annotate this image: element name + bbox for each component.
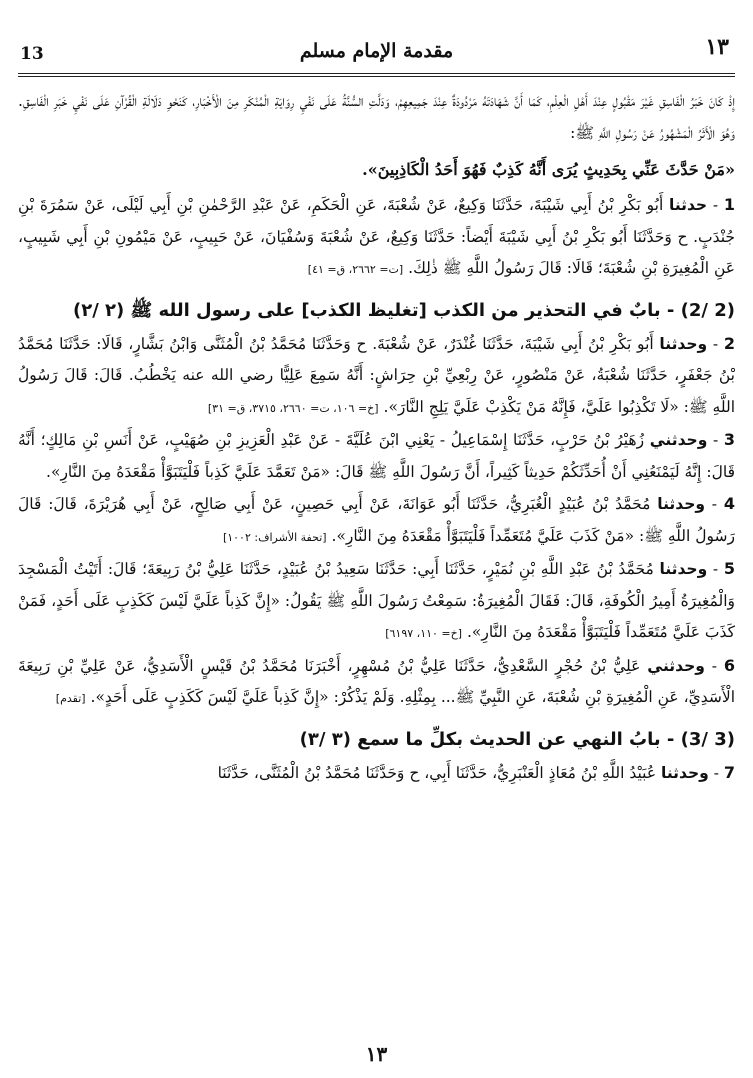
header-rule-thin [18, 76, 735, 77]
hadith-lead-word: وحدثنا [659, 334, 708, 353]
chapter-heading-3: (3 /3) - بابُ النهي عن الحديث بكلِّ ما سمع (٣ /٣) [299, 728, 735, 750]
hadith-number: 2 [723, 333, 735, 353]
hadith-paragraph: 4 - وحدثنا مُحَمَّدُ بْنُ عُبَيْدٍ الْغُبَرِيُّ، حَدَّثَنَا أَبُو عَوَانَةَ، عَنْ أَبِي حَصِينٍ، عَنْ أَبِي صَالِحٍ، عَنْ أَبِي هُرَيْرَةَ، قَالَ: قَالَ رَسُولُ اللَّهِ ﷺ: «مَنْ كَذَبَ عَلَيَّ مُتَعَمِّداً فَلْيَتَبَوَّأْ مَقْعَدَهُ مِنَ النَّارِ». [تحفة الأشراف: ١٠٠٢] [18, 494, 735, 545]
hadith-paragraph: 1 - حدثنا أَبُو بَكْرِ بْنُ أَبِي شَيْبَةَ، حَدَّثَنَا وَكِيعٌ، عَنْ شُعْبَةَ، عَنِ الْحَكَمِ، عَنْ عَبْدِ الرَّحْمٰنِ بْنِ أَبِي لَيْلَى، عَنْ سَمُرَةَ بْنِ جُنْدَبٍ. ح وَحَدَّثَنَا أَبُو بَكْرِ بْنُ أَبِي شَيْبَةَ أَيْضاً: حَدَّثَنَا وَكِيعٌ، عَنْ شُعْبَةَ وَسُفْيَانَ، عَنْ حَبِيبٍ، عَنْ مَيْمُونِ بْنِ أَبِي شَبِيبٍ، عَنِ الْمُغِيرَةِ بْنِ شُعْبَةَ؛ قَالَا: قَالَ رَسُولُ اللَّهِ ﷺ ذٰلِكَ. [ت= ٢٦٦٢، ق= ٤١] [18, 195, 735, 277]
hadith-lead-word: وحدثنا [659, 560, 708, 578]
footer-page-number: ١٣ [365, 1042, 388, 1066]
hadith-number: 6 [723, 655, 735, 675]
hadith-text: أَبُو بَكْرِ بْنُ أَبِي شَيْبَةَ، حَدَّثَنَا وَكِيعٌ، عَنْ شُعْبَةَ، عَنِ الْحَكَمِ، عَنْ عَبْدِ الرَّحْمٰنِ بْنِ أَبِي لَيْلَى، عَنْ سَمُرَةَ بْنِ جُنْدَبٍ. ح وَحَدَّثَنَا أَبُو بَكْرِ بْنُ أَبِي شَيْبَةَ أَيْضاً: حَدَّثَنَا وَكِيعٌ، عَنْ شُعْبَةَ وَسُفْيَانَ، عَنْ حَبِيبٍ، عَنْ مَيْمُونِ بْنِ أَبِي شَبِيبٍ، عَنِ الْمُغِيرَةِ بْنِ شُعْبَةَ؛ قَالَا: قَالَ رَسُولُ اللَّهِ ﷺ ذٰلِكَ. [18, 196, 735, 277]
hadith-paragraph: 5 - وحدثنا مُحَمَّدُ بْنُ عَبْدِ اللَّهِ بْنِ نُمَيْرٍ، حَدَّثَنَا أَبِي: حَدَّثَنَا سَعِيدُ بْنُ عُبَيْدٍ، حَدَّثَنَا عَلِيُّ بْنُ رَبِيعَةَ؛ قَالَ: أَتَيْتُ الْمَسْجِدَ وَالْمُغِيرَةُ أَمِيرُ الْكُوفَةِ، قَالَ: فَقَالَ الْمُغِيرَةُ: سَمِعْتُ رَسُولَ اللَّهِ ﷺ يَقُولُ: «إِنَّ كَذِباً عَلَيَّ لَيْسَ كَكَذِبٍ عَلَى أَحَدٍ، فَمَنْ كَذَبَ عَلَيَّ مُتَعَمِّداً فَلْيَتَبَوَّأْ مَقْعَدَهُ مِنَ النَّارِ». [خ= ١١٠، ٦١٩٧] [18, 559, 735, 641]
hadith-text: أَبُو بَكْرِ بْنُ أَبِي شَيْبَةَ، حَدَّثَنَا غُنْدَرٌ، عَنْ شُعْبَةَ. ح وَحَدَّثَنَا مُحَمَّدُ بْنُ الْمُثَنَّى وَابْنُ بَشَّارٍ، قَالَا: حَدَّثَنَا مُحَمَّدُ بْنُ جَعْفَرٍ، حَدَّثَنَا شُعْبَةُ، عَنْ مَنْصُورٍ، عَنْ رِبْعِيِّ بْنِ حِرَاشٍ: أَنَّهُ سَمِعَ عَلِيًّا رضي الله عنه يَخْطُبُ. قَالَ: قَالَ رَسُولُ اللَّهِ ﷺ: «لَا تَكْذِبُوا عَلَيَّ، فَإِنَّهُ مَنْ يَكْذِبْ عَلَيَّ يَلِجِ النَّارَ». [18, 334, 735, 416]
hadith-group-1 [18, 189, 735, 286]
hadith-number: 1 [723, 195, 735, 214]
hadith-reference: [تحفة الأشراف: ١٠٠٢] [222, 530, 327, 544]
hadith-lead-word: وحدثنا [657, 495, 706, 513]
hadith-number: 5 [723, 559, 735, 578]
intro-quote: «مَنْ حَدَّثَ عَنِّي بِحَدِيثٍ يُرَى أَنَّهُ كَذِبٌ فَهُوَ أَحَدُ الْكَاذِبِينَ». [362, 160, 735, 179]
hadith-reference: [تقدم] [55, 692, 86, 705]
header-rule [18, 73, 735, 74]
hadith-paragraph: 7 - وحدثنا عُبَيْدُ اللَّهِ بْنُ مُعَاذٍ الْعَنْبَرِيُّ، حَدَّثَنَا أَبِي، ح وَحَدَّثَنَا مُحَمَّدُ بْنُ الْمُثَنَّى، حَدَّثَنَا [217, 762, 735, 782]
hadith-lead-word: وحدثني [647, 656, 705, 675]
hadith-text: مُحَمَّدُ بْنُ عَبْدِ اللَّهِ بْنِ نُمَيْرٍ، حَدَّثَنَا أَبِي: حَدَّثَنَا سَعِيدُ بْنُ عُبَيْدٍ، حَدَّثَنَا عَلِيُّ بْنُ رَبِيعَةَ؛ قَالَ: أَتَيْتُ الْمَسْجِدَ وَالْمُغِيرَةُ أَمِيرُ الْكُوفَةِ، قَالَ: فَقَالَ الْمُغِيرَةُ: سَمِعْتُ رَسُولَ اللَّهِ ﷺ يَقُولُ: «إِنَّ كَذِباً عَلَيَّ لَيْسَ كَكَذِبٍ عَلَى أَحَدٍ، فَمَنْ كَذَبَ عَلَيَّ مُتَعَمِّداً فَلْيَتَبَوَّأْ مَقْعَدَهُ مِنَ النَّارِ». [18, 560, 735, 641]
hadith-group-3 [18, 757, 735, 790]
hadith-number: 3 [723, 430, 735, 449]
page-body [18, 80, 735, 789]
page-number-latin: 13 [20, 44, 44, 64]
hadith-text: عَلِيُّ بْنُ حُجْرٍ السَّعْدِيُّ، حَدَّثَنَا عَلِيُّ بْنُ مُسْهِرٍ، أَخْبَرَنَا مُحَمَّدُ بْنُ قَيْسٍ الْأَسَدِيُّ، عَنْ عَلِيِّ بْنِ رَبِيعَةَ الْأَسَدِيِّ، عَنِ الْمُغِيرَةِ بْنِ شُعْبَةَ، عَنِ النَّبِيِّ ﷺ... بِمِثْلِهِ. وَلَمْ يَذْكُرْ: «إِنَّ كَذِباً عَلَيَّ لَيْسَ كَكَذِبٍ عَلَى أَحَدٍ». [18, 656, 735, 706]
running-title: مقدمة الإمام مسلم [299, 40, 454, 62]
hadith-lead-word: وحدثني [649, 431, 708, 449]
hadith-reference: [ت= ٢٦٦٢، ق= ٤١] [307, 263, 404, 276]
hadith-number: 7 [723, 762, 735, 782]
hadith-text: عُبَيْدُ اللَّهِ بْنُ مُعَاذٍ الْعَنْبَرِيُّ، حَدَّثَنَا أَبِي، ح وَحَدَّثَنَا مُحَمَّدُ بْنُ الْمُثَنَّى، حَدَّثَنَا [217, 763, 657, 782]
hadith-reference: [خ= ١٠٦، ت= ٢٦٦٠، ٣٧١٥، ق= ٣١] [207, 401, 379, 415]
chapter-heading-2: (2 /2) - بابٌ في التحذير من الكذب [تغليظ الكذب] على رسول الله ﷺ (٢ /٢) [72, 299, 735, 321]
hadith-lead-word: وحدثنا [661, 763, 709, 782]
hadith-paragraph: 3 - وحدثني زُهَيْرُ بْنُ حَرْبٍ، حَدَّثَنَا إِسْمَاعِيلُ - يَعْنِي ابْنَ عُلَيَّةَ - عَنْ عَبْدِ الْعَزِيزِ بْنِ صُهَيْبٍ، عَنْ أَنَسِ بْنِ مَالِكٍ؛ أَنَّهُ قَالَ: إِنَّهُ لَيَمْنَعُنِي أَنْ أُحَدِّثَكُمْ حَدِيثاً كَثِيراً، أَنَّ رَسُولَ اللَّهِ ﷺ قَالَ: «مَنْ تَعَمَّدَ عَلَيَّ كَذِباً فَلْيَتَبَوَّأْ مَقْعَدَهُ مِنَ النَّارِ». [18, 430, 735, 481]
hadith-text: مُحَمَّدُ بْنُ عُبَيْدٍ الْغُبَرِيُّ، حَدَّثَنَا أَبُو عَوَانَةَ، عَنْ أَبِي حَصِينٍ، عَنْ أَبِي صَالِحٍ، عَنْ أَبِي هُرَيْرَةَ، قَالَ: قَالَ رَسُولُ اللَّهِ ﷺ: «مَنْ كَذَبَ عَلَيَّ مُتَعَمِّداً فَلْيَتَبَوَّأْ مَقْعَدَهُ مِنَ النَّارِ». [18, 495, 735, 545]
hadith-paragraph: 2 - وحدثنا أَبُو بَكْرِ بْنُ أَبِي شَيْبَةَ، حَدَّثَنَا غُنْدَرٌ، عَنْ شُعْبَةَ. ح وَحَدَّثَنَا مُحَمَّدُ بْنُ الْمُثَنَّى وَابْنُ بَشَّارٍ، قَالَا: حَدَّثَنَا مُحَمَّدُ بْنُ جَعْفَرٍ، حَدَّثَنَا شُعْبَةُ، عَنْ مَنْصُورٍ، عَنْ رِبْعِيِّ بْنِ حِرَاشٍ: أَنَّهُ سَمِعَ عَلِيًّا رضي الله عنه يَخْطُبُ. قَالَ: قَالَ رَسُولُ اللَّهِ ﷺ: «لَا تَكْذِبُوا عَلَيَّ، فَإِنَّهُ مَنْ يَكْذِبْ عَلَيَّ يَلِجِ النَّارَ». [خ= ١٠٦، ت= ٢٦٦٠، ٣٧١٥، ق= ٣١] [18, 333, 735, 416]
hadith-reference: [خ= ١١٠، ٦١٩٧] [385, 627, 463, 640]
hadith-paragraph: 6 - وحدثني عَلِيُّ بْنُ حُجْرٍ السَّعْدِيُّ، حَدَّثَنَا عَلِيُّ بْنُ مُسْهِرٍ، أَخْبَرَنَا مُحَمَّدُ بْنُ قَيْسٍ الْأَسَدِيُّ، عَنْ عَلِيِّ بْنِ رَبِيعَةَ الْأَسَدِيِّ، عَنِ الْمُغِيرَةِ بْنِ شُعْبَةَ، عَنِ النَّبِيِّ ﷺ... بِمِثْلِهِ. وَلَمْ يَذْكُرْ: «إِنَّ كَذِباً عَلَيَّ لَيْسَ كَكَذِبٍ عَلَى أَحَدٍ». [تقدم] [18, 655, 735, 706]
hadith-lead-word: حدثنا [669, 196, 708, 214]
hadith-number: 4 [723, 494, 735, 513]
hadith-text: زُهَيْرُ بْنُ حَرْبٍ، حَدَّثَنَا إِسْمَاعِيلُ - يَعْنِي ابْنَ عُلَيَّةَ - عَنْ عَبْدِ الْعَزِيزِ بْنِ صُهَيْبٍ، عَنْ أَنَسِ بْنِ مَالِكٍ؛ أَنَّهُ قَالَ: إِنَّهُ لَيَمْنَعُنِي أَنْ أُحَدِّثَكُمْ حَدِيثاً كَثِيراً، أَنَّ رَسُولَ اللَّهِ ﷺ قَالَ: «مَنْ تَعَمَّدَ عَلَيَّ كَذِباً فَلْيَتَبَوَّأْ مَقْعَدَهُ مِنَ النَّارِ». [18, 431, 735, 481]
hadith-group-2 [18, 328, 735, 715]
page-number-arabic: ١٣ [705, 34, 729, 60]
intro-paragraph: إِذْ كَانَ خَبَرُ الْفَاسِقِ غَيْرَ مَقْبُولٍ عِنْدَ أَهْلِ الْعِلْمِ، كَمَا أَنَّ شَهَادَتَهُ مَرْدُودَةٌ عِنْدَ جَمِيعِهِمْ، وَدَلَّتِ السُّنَّةُ عَلَى نَفْيِ رِوَايَةِ الْمُنْكَرِ مِنَ الْأَخْبَارِ، كَنَحْوِ دَلَالَةِ الْقُرْآنِ عَلَى نَفْيِ خَبَرِ الْفَاسِقِ. وَهُوَ الْأَثَرُ الْمَشْهُورُ عَنْ رَسُولِ اللَّهِ ﷺ: [18, 92, 735, 142]
